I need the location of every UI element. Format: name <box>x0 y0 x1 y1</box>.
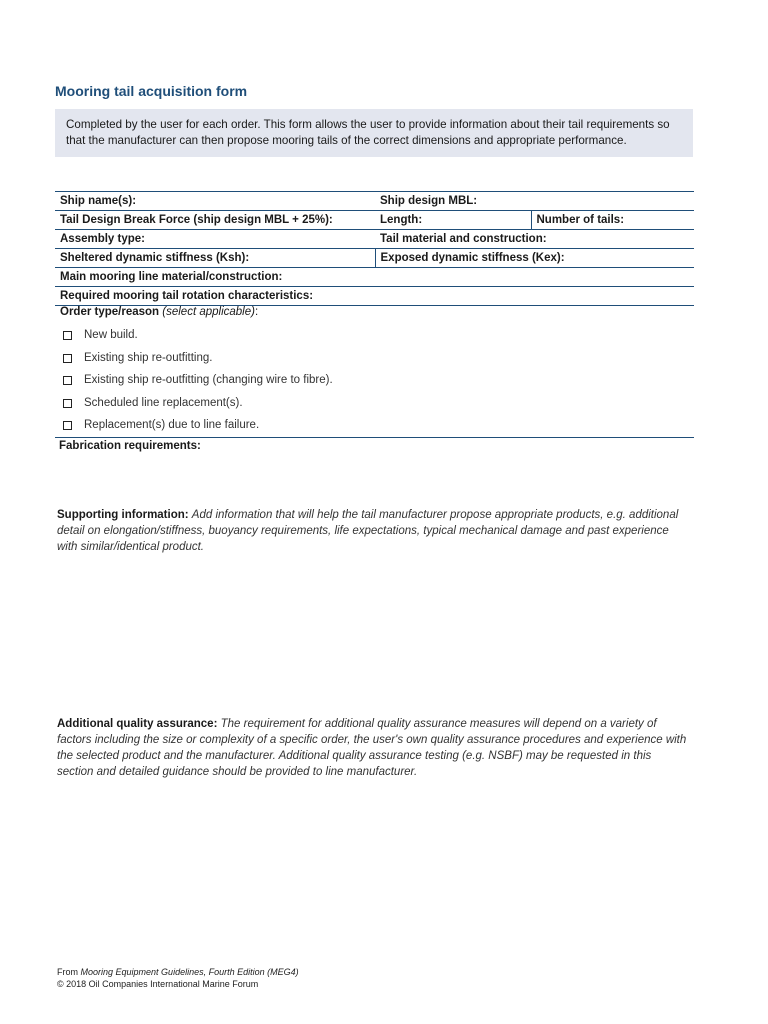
order-type-heading <box>55 305 694 319</box>
main-line-material-field[interactable]: Main mooring line material/construction: <box>55 268 694 287</box>
form-row <box>55 287 694 306</box>
form-row <box>55 192 694 211</box>
order-type-label: Order type/reason <box>60 306 160 318</box>
page-title: Mooring tail acquisition form <box>55 83 248 99</box>
sheltered-stiffness-field[interactable]: Sheltered dynamic stiffness (Ksh): <box>55 249 375 268</box>
form-row <box>55 249 694 268</box>
exposed-stiffness-field[interactable]: Exposed dynamic stiffness (Kex): <box>375 249 694 268</box>
length-field[interactable]: Length: <box>375 211 531 230</box>
supporting-label: Supporting information: <box>57 509 189 521</box>
quality-label: Additional quality assurance: <box>57 718 218 730</box>
quality-assurance[interactable] <box>57 716 687 780</box>
form-row <box>55 268 694 287</box>
option-label: New build. <box>84 329 138 341</box>
footer-source: Mooring Equipment Guidelines, Fourth Edition (MEG4) <box>80 967 299 977</box>
footer-from: From <box>57 967 78 977</box>
assembly-type-field[interactable]: Assembly type: <box>55 230 375 249</box>
number-of-tails-field[interactable]: Number of tails: <box>531 211 694 230</box>
rotation-field[interactable]: Required mooring tail rotation characteristics: <box>55 287 694 306</box>
form-row <box>55 211 694 230</box>
intro-box: Completed by the user for each order. This form allows the user to provide information about their tail requirements so that the manufacturer can then propose mooring tails of the correct dimensions and appropriate performance. <box>55 109 693 157</box>
option-reoutfitting-wire-to-fibre[interactable] <box>63 374 333 386</box>
footer-copyright: © 2018 Oil Companies International Marine Forum <box>57 979 259 989</box>
quality-text: The requirement for additional quality assurance measures will depend on a variety of factors including the size or complexity of a specific order, the user's own quality assurance procedures and experience with the selected product and the manufacturer. Additional quality assurance testing (e.g. NSBF) may be requested in this section and detailed guidance should be provided to line manufacturer. <box>57 718 687 778</box>
option-label: Replacement(s) due to line failure. <box>84 419 260 431</box>
tail-material-field[interactable]: Tail material and construction: <box>375 230 694 249</box>
footer-source-line <box>57 966 299 978</box>
form-row <box>55 230 694 249</box>
acquisition-form-table <box>55 191 694 306</box>
supporting-text: Add information that will help the tail manufacturer propose appropriate products, e.g. additional detail on elongation/stiffness, buoyancy requirements, life expectations, typical mechanical damage and past experience with similar/identical product. <box>57 509 679 553</box>
option-failure-replacement[interactable] <box>63 419 259 431</box>
order-type-colon: : <box>254 306 259 318</box>
order-type-section <box>55 305 694 438</box>
option-reoutfitting[interactable] <box>63 352 212 364</box>
order-type-hint: (select applicable) <box>162 306 255 318</box>
checkbox-icon[interactable] <box>63 354 72 363</box>
ship-name-field[interactable]: Ship name(s): <box>55 192 375 211</box>
tail-design-break-force-field[interactable]: Tail Design Break Force (ship design MBL + 25%): <box>55 211 375 230</box>
option-new-build[interactable] <box>63 329 138 341</box>
fabrication-requirements-label[interactable]: Fabrication requirements: <box>59 440 201 452</box>
ship-design-mbl-field[interactable]: Ship design MBL: <box>375 192 694 211</box>
checkbox-icon[interactable] <box>63 399 72 408</box>
option-label: Scheduled line replacement(s). <box>84 397 243 409</box>
option-label: Existing ship re-outfitting (changing wire to fibre). <box>84 374 333 386</box>
checkbox-icon[interactable] <box>63 421 72 430</box>
checkbox-icon[interactable] <box>63 376 72 385</box>
option-label: Existing ship re-outfitting. <box>84 352 213 364</box>
supporting-information[interactable] <box>57 507 687 555</box>
option-scheduled-replacement[interactable] <box>63 397 243 409</box>
checkbox-icon[interactable] <box>63 331 72 340</box>
footer <box>57 966 299 990</box>
